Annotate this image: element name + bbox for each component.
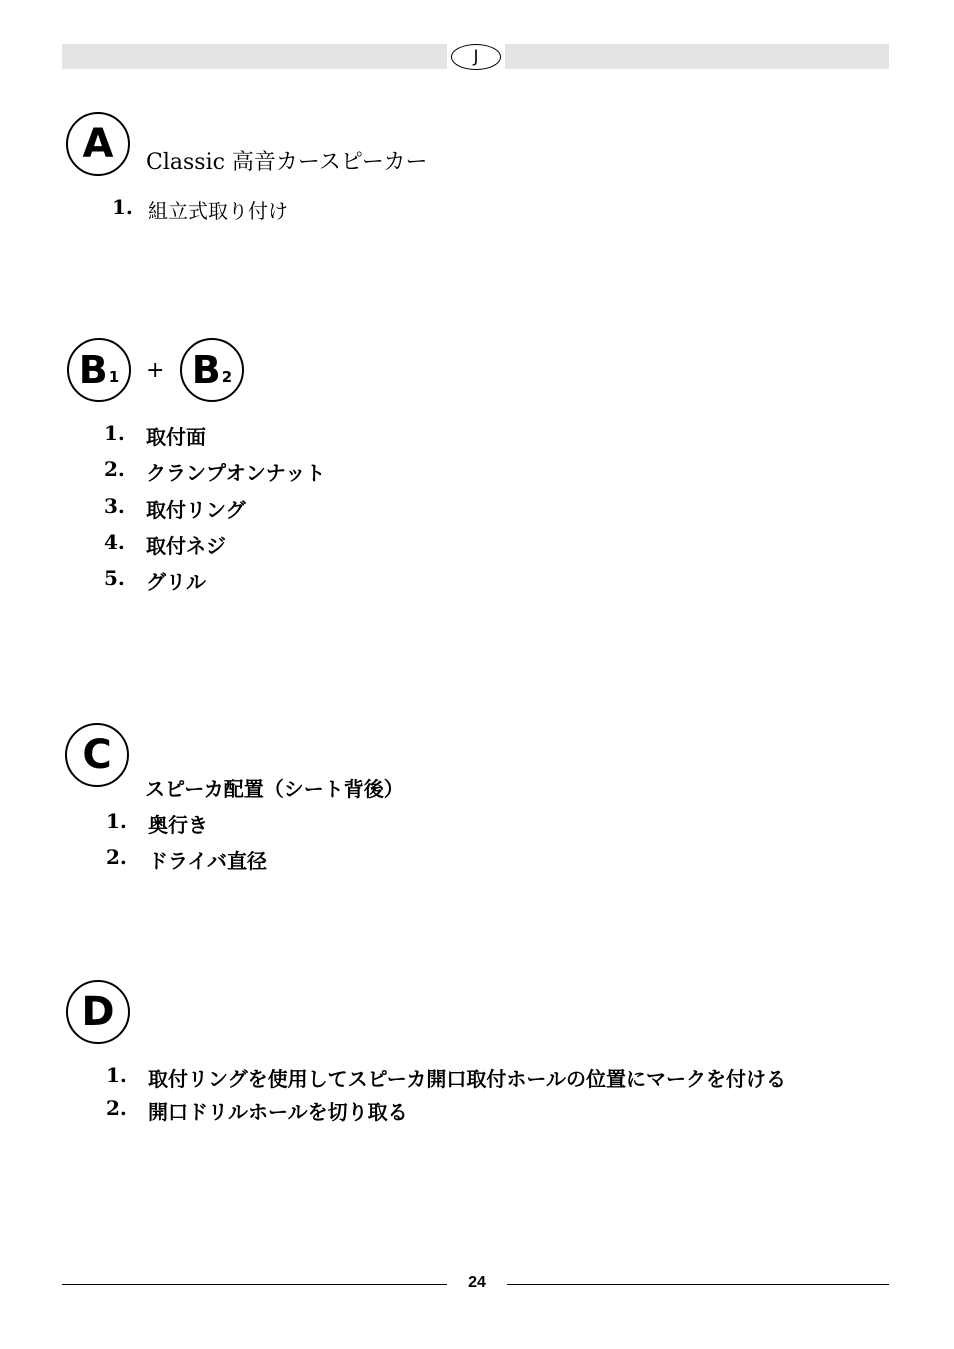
section-b2-badge-letter: B <box>191 348 221 392</box>
list-item-number: 5. <box>104 566 125 590</box>
footer-rule-right <box>507 1284 889 1285</box>
section-b2-badge-sub: 2 <box>221 368 233 386</box>
list-item <box>104 421 206 450</box>
list-item-text: 取付面 <box>146 425 206 449</box>
list-item-number: 1. <box>112 195 133 219</box>
list-item-number: 2. <box>106 845 127 869</box>
section-a-badge <box>66 112 130 176</box>
language-badge-label: J <box>473 47 479 67</box>
section-b1-badge-sub: 1 <box>108 368 120 386</box>
list-item-text: 取付ネジ <box>146 534 226 558</box>
list-item <box>112 195 288 224</box>
plus-sign: + <box>146 358 165 383</box>
section-c-title <box>145 773 404 802</box>
list-item <box>104 494 246 523</box>
list-item-text: 奥行き <box>148 813 208 837</box>
list-item-number: 3. <box>104 494 125 518</box>
list-item-number: 2. <box>106 1096 127 1120</box>
footer-rule-left <box>62 1284 447 1285</box>
list-item-text: ドライバ直径 <box>148 849 267 873</box>
list-item <box>106 1096 408 1125</box>
list-item-number: 1. <box>104 421 125 445</box>
list-item-text: 取付リングを使用してスピーカ開口取付ホールの位置にマークを付ける <box>148 1067 786 1091</box>
list-item <box>106 1063 786 1092</box>
list-item-text: 取付リング <box>146 498 246 522</box>
list-item-number: 1. <box>106 809 127 833</box>
list-item <box>106 845 267 874</box>
list-item <box>104 530 226 559</box>
language-badge <box>447 42 505 72</box>
list-item <box>104 566 206 595</box>
section-a-badge-letter: A <box>82 121 114 167</box>
list-item <box>106 809 208 838</box>
section-c-badge <box>65 723 129 787</box>
section-c-badge-letter: C <box>82 732 112 778</box>
list-item-text: グリル <box>146 570 206 594</box>
list-item-number: 1. <box>106 1063 127 1087</box>
section-d-badge <box>66 980 130 1044</box>
list-item-text: クランプオンナット <box>146 461 326 485</box>
section-c-title-text: スピーカ配置（シート背後） <box>145 777 404 801</box>
list-item-number: 2. <box>104 457 125 481</box>
list-item-text: 開口ドリルホールを切り取る <box>148 1100 408 1124</box>
section-b1-badge-letter: B <box>78 348 108 392</box>
section-b2-badge <box>180 338 244 402</box>
list-item <box>104 457 325 486</box>
section-d-badge-letter: D <box>81 989 115 1035</box>
list-item-text: 組立式取り付け <box>148 199 288 223</box>
section-b1-badge <box>67 338 131 402</box>
list-item-number: 4. <box>104 530 125 554</box>
page-number: 24 <box>468 1274 486 1291</box>
section-a-title: Classic 高音カースピーカー <box>146 150 428 175</box>
